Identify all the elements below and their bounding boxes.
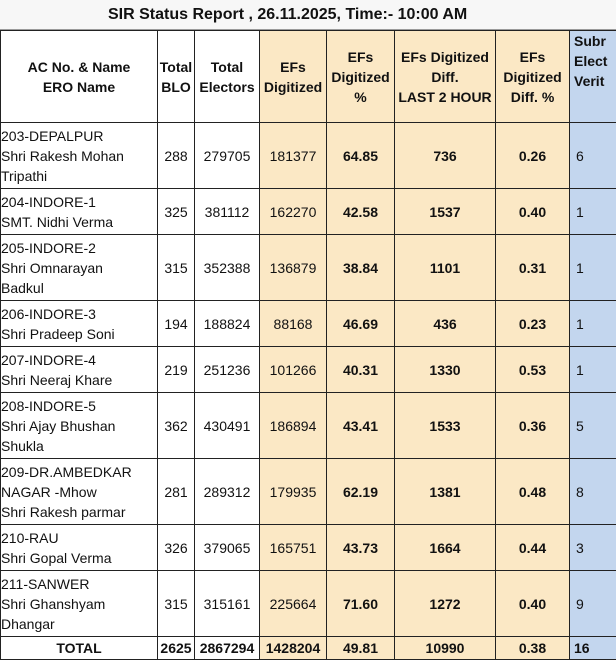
efs-diff-pct-cell: 0.44 bbox=[496, 525, 570, 571]
efs-digitized-pct-cell: 71.60 bbox=[327, 571, 395, 637]
efs-digitized-pct-cell: 40.31 bbox=[327, 347, 395, 393]
report-title: SIR Status Report , 26.11.2025, Time:- 10:00 AM bbox=[0, 0, 616, 30]
total-row bbox=[1, 637, 616, 660]
ac-ero-name-line: Shri Ajay Bhushan bbox=[1, 416, 157, 436]
submitted-electors-cell: 9 bbox=[570, 571, 616, 637]
ac-ero-name-cell bbox=[1, 301, 158, 347]
total-electors-cell: 289312 bbox=[195, 459, 260, 525]
total-electors-cell: 279705 bbox=[195, 123, 260, 189]
table-row bbox=[1, 525, 616, 571]
header-row bbox=[1, 31, 616, 123]
ac-ero-name-line: Shukla bbox=[1, 436, 157, 456]
total-blo: 2625 bbox=[158, 637, 195, 660]
ac-ero-name-line: 207-INDORE-4 bbox=[1, 350, 157, 370]
ac-ero-name-cell bbox=[1, 235, 158, 301]
total-label: TOTAL bbox=[1, 637, 158, 660]
efs-diff-cell: 1330 bbox=[395, 347, 496, 393]
efs-diff-cell: 1533 bbox=[395, 393, 496, 459]
total-blo-cell: 194 bbox=[158, 301, 195, 347]
efs-digitized-cell: 225664 bbox=[260, 571, 327, 637]
total-blo-cell: 315 bbox=[158, 235, 195, 301]
ac-ero-name-cell bbox=[1, 459, 158, 525]
ac-ero-name-line: Shri Rakesh Mohan bbox=[1, 146, 157, 166]
table-row bbox=[1, 393, 616, 459]
submitted-electors-cell: 1 bbox=[570, 189, 616, 235]
ac-ero-name-line: SMT. Nidhi Verma bbox=[1, 212, 157, 232]
total-electors-cell: 379065 bbox=[195, 525, 260, 571]
total-blo-cell: 325 bbox=[158, 189, 195, 235]
table-row bbox=[1, 571, 616, 637]
header-efs-digitized: EFs Digitized bbox=[260, 31, 327, 123]
submitted-electors-cell: 8 bbox=[570, 459, 616, 525]
efs-diff-cell: 1381 bbox=[395, 459, 496, 525]
total-electors-cell: 430491 bbox=[195, 393, 260, 459]
efs-diff-pct-cell: 0.40 bbox=[496, 571, 570, 637]
ac-ero-name-line: NAGAR -Mhow bbox=[1, 482, 157, 502]
ac-ero-name-line: Dhangar bbox=[1, 614, 157, 634]
efs-digitized-cell: 88168 bbox=[260, 301, 327, 347]
efs-diff-pct-cell: 0.31 bbox=[496, 235, 570, 301]
submitted-electors-cell: 5 bbox=[570, 393, 616, 459]
submitted-electors-cell: 3 bbox=[570, 525, 616, 571]
efs-diff-pct-cell: 0.40 bbox=[496, 189, 570, 235]
table-row bbox=[1, 189, 616, 235]
efs-digitized-cell: 165751 bbox=[260, 525, 327, 571]
efs-digitized-pct-cell: 42.58 bbox=[327, 189, 395, 235]
header-submitted-electors-verified: Subr Elect Verit bbox=[570, 31, 616, 123]
total-electors-cell: 251236 bbox=[195, 347, 260, 393]
total-electors-cell: 188824 bbox=[195, 301, 260, 347]
ac-ero-name-line: 210-RAU bbox=[1, 528, 157, 548]
efs-diff-pct-cell: 0.48 bbox=[496, 459, 570, 525]
efs-diff-pct-cell: 0.36 bbox=[496, 393, 570, 459]
ac-ero-name-line: 211-SANWER bbox=[1, 574, 157, 594]
ac-ero-name-line: 209-DR.AMBEDKAR bbox=[1, 462, 157, 482]
total-diff-pct: 0.38 bbox=[496, 637, 570, 660]
ac-ero-name-cell bbox=[1, 571, 158, 637]
total-pct: 49.81 bbox=[327, 637, 395, 660]
header-ac-name: AC No. & Name ERO Name bbox=[1, 31, 158, 123]
table-row bbox=[1, 347, 616, 393]
efs-digitized-pct-cell: 43.73 bbox=[327, 525, 395, 571]
efs-diff-cell: 1272 bbox=[395, 571, 496, 637]
efs-digitized-pct-cell: 38.84 bbox=[327, 235, 395, 301]
total-electors-cell: 381112 bbox=[195, 189, 260, 235]
efs-digitized-cell: 186894 bbox=[260, 393, 327, 459]
ac-ero-name-line: 208-INDORE-5 bbox=[1, 396, 157, 416]
ac-ero-name-line: 203-DEPALPUR bbox=[1, 126, 157, 146]
ac-ero-name-line: Shri Pradeep Soni bbox=[1, 324, 157, 344]
ac-ero-name-cell bbox=[1, 393, 158, 459]
ac-ero-name-line: 205-INDORE-2 bbox=[1, 238, 157, 258]
ac-ero-name-line: Tripathi bbox=[1, 166, 157, 186]
efs-diff-pct-cell: 0.23 bbox=[496, 301, 570, 347]
efs-digitized-pct-cell: 64.85 bbox=[327, 123, 395, 189]
total-blo-cell: 315 bbox=[158, 571, 195, 637]
efs-diff-cell: 1664 bbox=[395, 525, 496, 571]
total-diff: 10990 bbox=[395, 637, 496, 660]
ac-ero-name-line: Shri Omnarayan bbox=[1, 258, 157, 278]
ac-ero-name-cell bbox=[1, 347, 158, 393]
ac-ero-name-line: Shri Neeraj Khare bbox=[1, 370, 157, 390]
efs-diff-pct-cell: 0.53 bbox=[496, 347, 570, 393]
total-blo-cell: 362 bbox=[158, 393, 195, 459]
efs-digitized-pct-cell: 43.41 bbox=[327, 393, 395, 459]
header-total-electors: Total Electors bbox=[195, 31, 260, 123]
table-row bbox=[1, 123, 616, 189]
total-electors-cell: 315161 bbox=[195, 571, 260, 637]
table-row bbox=[1, 459, 616, 525]
ac-ero-name-cell bbox=[1, 525, 158, 571]
efs-diff-pct-cell: 0.26 bbox=[496, 123, 570, 189]
header-total-blo: Total BLO bbox=[158, 31, 195, 123]
total-last: 16 bbox=[570, 637, 616, 660]
total-blo-cell: 219 bbox=[158, 347, 195, 393]
table-row bbox=[1, 301, 616, 347]
efs-digitized-pct-cell: 62.19 bbox=[327, 459, 395, 525]
total-blo-cell: 326 bbox=[158, 525, 195, 571]
ac-ero-name-line: Shri Rakesh parmar bbox=[1, 502, 157, 522]
total-digitized: 1428204 bbox=[260, 637, 327, 660]
total-blo-cell: 281 bbox=[158, 459, 195, 525]
table-row bbox=[1, 235, 616, 301]
efs-digitized-cell: 179935 bbox=[260, 459, 327, 525]
submitted-electors-cell: 1 bbox=[570, 235, 616, 301]
efs-digitized-pct-cell: 46.69 bbox=[327, 301, 395, 347]
submitted-electors-cell: 1 bbox=[570, 301, 616, 347]
efs-digitized-cell: 101266 bbox=[260, 347, 327, 393]
total-blo-cell: 288 bbox=[158, 123, 195, 189]
ac-ero-name-line: 204-INDORE-1 bbox=[1, 192, 157, 212]
efs-diff-cell: 1537 bbox=[395, 189, 496, 235]
submitted-electors-cell: 6 bbox=[570, 123, 616, 189]
ac-ero-name-line: Shri Gopal Verma bbox=[1, 548, 157, 568]
efs-diff-cell: 436 bbox=[395, 301, 496, 347]
efs-digitized-cell: 181377 bbox=[260, 123, 327, 189]
ac-ero-name-line: Badkul bbox=[1, 278, 157, 298]
efs-digitized-cell: 162270 bbox=[260, 189, 327, 235]
ac-ero-name-line: 206-INDORE-3 bbox=[1, 304, 157, 324]
header-efs-diff: EFs Digitized Diff. LAST 2 HOUR bbox=[395, 31, 496, 123]
ac-ero-name-cell bbox=[1, 123, 158, 189]
efs-diff-cell: 1101 bbox=[395, 235, 496, 301]
total-electors: 2867294 bbox=[195, 637, 260, 660]
efs-digitized-cell: 136879 bbox=[260, 235, 327, 301]
ac-ero-name-line: Shri Ghanshyam bbox=[1, 594, 157, 614]
submitted-electors-cell: 1 bbox=[570, 347, 616, 393]
total-electors-cell: 352388 bbox=[195, 235, 260, 301]
ac-ero-name-cell bbox=[1, 189, 158, 235]
header-efs-digitized-pct: EFs Digitized % bbox=[327, 31, 395, 123]
sir-status-table bbox=[0, 30, 616, 660]
header-efs-diff-pct: EFs Digitized Diff. % bbox=[496, 31, 570, 123]
efs-diff-cell: 736 bbox=[395, 123, 496, 189]
